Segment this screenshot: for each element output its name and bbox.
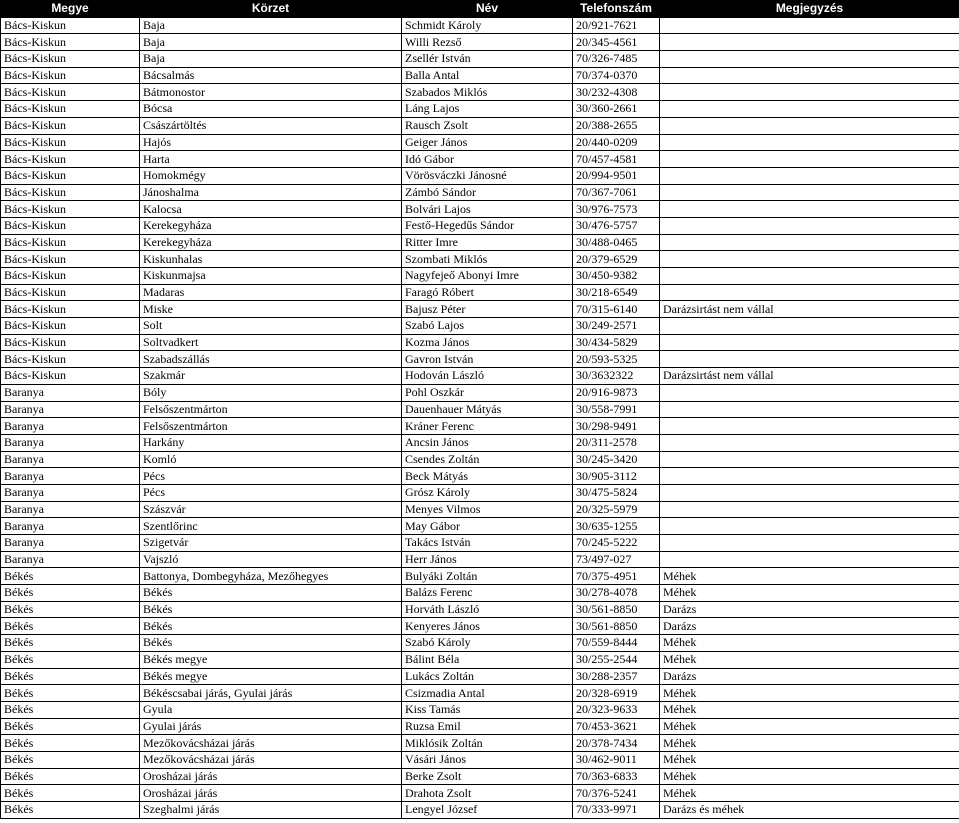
table-row — [1, 351, 959, 368]
cell-korzet: Békés — [140, 635, 402, 652]
cell-telefonszam: 30/976-7573 — [573, 201, 660, 218]
cell-megjegyzes — [660, 384, 959, 401]
cell-telefonszam: 30/278-4078 — [573, 585, 660, 602]
cell-megye: Bács-Kiskun — [1, 17, 140, 34]
cell-megjegyzes — [660, 167, 959, 184]
cell-megjegyzes — [660, 284, 959, 301]
cell-korzet: Hajós — [140, 134, 402, 151]
cell-korzet: Orosházai járás — [140, 785, 402, 802]
cell-korzet: Baja — [140, 17, 402, 34]
cell-nev: Berke Zsolt — [402, 768, 573, 785]
cell-megjegyzes — [660, 434, 959, 451]
cell-korzet: Komló — [140, 451, 402, 468]
table-row — [1, 418, 959, 435]
cell-korzet: Baja — [140, 34, 402, 51]
cell-megjegyzes: Darázsirtást nem vállal — [660, 301, 959, 318]
cell-telefonszam: 30/218-6549 — [573, 284, 660, 301]
cell-megjegyzes: Darázs — [660, 601, 959, 618]
cell-nev: Menyes Vilmos — [402, 501, 573, 518]
table-row — [1, 167, 959, 184]
cell-megye: Bács-Kiskun — [1, 167, 140, 184]
cell-megjegyzes — [660, 535, 959, 552]
cell-nev: Szombati Miklós — [402, 251, 573, 268]
cell-telefonszam: 30/249-2571 — [573, 318, 660, 335]
cell-telefonszam: 30/905-3112 — [573, 468, 660, 485]
table-row — [1, 151, 959, 168]
table-row — [1, 535, 959, 552]
cell-nev: Miklósik Zoltán — [402, 735, 573, 752]
cell-korzet: Harta — [140, 151, 402, 168]
table-row — [1, 685, 959, 702]
cell-megjegyzes: Darázs és méhek — [660, 802, 959, 819]
cell-nev: Bolvári Lajos — [402, 201, 573, 218]
cell-megjegyzes — [660, 484, 959, 501]
cell-megjegyzes — [660, 184, 959, 201]
table-row — [1, 651, 959, 668]
cell-megjegyzes: Méhek — [660, 735, 959, 752]
cell-megye: Baranya — [1, 535, 140, 552]
cell-nev: Gavron István — [402, 351, 573, 368]
cell-korzet: Felsőszentmárton — [140, 418, 402, 435]
table-body — [1, 17, 959, 818]
cell-nev: Willi Rezső — [402, 34, 573, 51]
cell-korzet: Szászvár — [140, 501, 402, 518]
cell-telefonszam: 20/388-2655 — [573, 117, 660, 134]
cell-korzet: Bóly — [140, 384, 402, 401]
cell-megjegyzes — [660, 501, 959, 518]
cell-megjegyzes — [660, 201, 959, 218]
cell-korzet: Gyulai járás — [140, 718, 402, 735]
cell-megye: Békés — [1, 718, 140, 735]
cell-nev: Grósz Károly — [402, 484, 573, 501]
table-row — [1, 735, 959, 752]
cell-telefonszam: 20/994-9501 — [573, 167, 660, 184]
cell-megye: Baranya — [1, 451, 140, 468]
cell-telefonszam: 30/298-9491 — [573, 418, 660, 435]
cell-megye: Bács-Kiskun — [1, 201, 140, 218]
cell-telefonszam: 30/245-3420 — [573, 451, 660, 468]
cell-megjegyzes: Méhek — [660, 685, 959, 702]
cell-megye: Békés — [1, 585, 140, 602]
table-row — [1, 101, 959, 118]
cell-megye: Békés — [1, 568, 140, 585]
table-row — [1, 568, 959, 585]
table-row — [1, 301, 959, 318]
table-row — [1, 318, 959, 335]
cell-korzet: Bácsalmás — [140, 67, 402, 84]
cell-megjegyzes — [660, 451, 959, 468]
cell-megjegyzes — [660, 251, 959, 268]
cell-megye: Bács-Kiskun — [1, 151, 140, 168]
cell-telefonszam: 20/323-9633 — [573, 701, 660, 718]
cell-korzet: Szigetvár — [140, 535, 402, 552]
cell-nev: Lukács Zoltán — [402, 668, 573, 685]
cell-megye: Baranya — [1, 484, 140, 501]
table-row — [1, 518, 959, 535]
cell-megjegyzes: Darázsirtást nem vállal — [660, 368, 959, 385]
cell-megjegyzes — [660, 234, 959, 251]
cell-nev: Rausch Zsolt — [402, 117, 573, 134]
cell-nev: Drahota Zsolt — [402, 785, 573, 802]
cell-nev: May Gábor — [402, 518, 573, 535]
cell-telefonszam: 70/363-6833 — [573, 768, 660, 785]
cell-megye: Békés — [1, 668, 140, 685]
cell-nev: Zámbó Sándor — [402, 184, 573, 201]
cell-telefonszam: 30/360-2661 — [573, 101, 660, 118]
cell-telefonszam: 30/450-9382 — [573, 268, 660, 285]
cell-telefonszam: 70/376-5241 — [573, 785, 660, 802]
cell-megye: Békés — [1, 601, 140, 618]
cell-korzet: Bátmonostor — [140, 84, 402, 101]
cell-korzet: Felsőszentmárton — [140, 401, 402, 418]
table-row — [1, 751, 959, 768]
cell-korzet: Békés — [140, 585, 402, 602]
table-row — [1, 484, 959, 501]
cell-korzet: Pécs — [140, 468, 402, 485]
cell-megjegyzes — [660, 518, 959, 535]
cell-megye: Baranya — [1, 468, 140, 485]
cell-korzet: Harkány — [140, 434, 402, 451]
cell-megye: Békés — [1, 651, 140, 668]
cell-nev: Szabó Lajos — [402, 318, 573, 335]
cell-megye: Békés — [1, 751, 140, 768]
cell-megye: Bács-Kiskun — [1, 351, 140, 368]
cell-megjegyzes: Méhek — [660, 768, 959, 785]
table-row — [1, 134, 959, 151]
cell-telefonszam: 30/488-0465 — [573, 234, 660, 251]
header-megye: Megye — [1, 1, 140, 18]
cell-megye: Baranya — [1, 501, 140, 518]
cell-megye: Bács-Kiskun — [1, 117, 140, 134]
cell-telefonszam: 70/367-7061 — [573, 184, 660, 201]
cell-telefonszam: 30/635-1255 — [573, 518, 660, 535]
cell-telefonszam: 70/315-6140 — [573, 301, 660, 318]
cell-nev: Horváth László — [402, 601, 573, 618]
table-row — [1, 451, 959, 468]
cell-megye: Baranya — [1, 418, 140, 435]
cell-korzet: Mezőkovácsházai járás — [140, 751, 402, 768]
table-row — [1, 468, 959, 485]
cell-telefonszam: 70/457-4581 — [573, 151, 660, 168]
header-korzet: Körzet — [140, 1, 402, 18]
table-row — [1, 384, 959, 401]
cell-nev: Schmidt Károly — [402, 17, 573, 34]
cell-megjegyzes — [660, 551, 959, 568]
cell-nev: Dauenhauer Mátyás — [402, 401, 573, 418]
cell-nev: Bulyáki Zoltán — [402, 568, 573, 585]
cell-megjegyzes — [660, 51, 959, 68]
cell-telefonszam: 30/232-4308 — [573, 84, 660, 101]
cell-telefonszam: 30/462-9011 — [573, 751, 660, 768]
cell-megjegyzes — [660, 151, 959, 168]
table-row — [1, 217, 959, 234]
cell-nev: Ritter Imre — [402, 234, 573, 251]
cell-megye: Békés — [1, 635, 140, 652]
cell-telefonszam: 20/345-4561 — [573, 34, 660, 51]
cell-nev: Kiss Tamás — [402, 701, 573, 718]
cell-megjegyzes — [660, 134, 959, 151]
cell-nev: Balla Antal — [402, 67, 573, 84]
cell-megye: Békés — [1, 768, 140, 785]
cell-korzet: Szabadszállás — [140, 351, 402, 368]
cell-megye: Bács-Kiskun — [1, 318, 140, 335]
table-row — [1, 701, 959, 718]
cell-telefonszam: 70/559-8444 — [573, 635, 660, 652]
cell-korzet: Békés megye — [140, 668, 402, 685]
table-row — [1, 635, 959, 652]
cell-megye: Békés — [1, 701, 140, 718]
cell-korzet: Orosházai járás — [140, 768, 402, 785]
cell-telefonszam: 20/379-6529 — [573, 251, 660, 268]
cell-megjegyzes — [660, 401, 959, 418]
header-row — [1, 1, 959, 18]
cell-megjegyzes: Méhek — [660, 635, 959, 652]
cell-megye: Bács-Kiskun — [1, 184, 140, 201]
cell-megjegyzes: Méhek — [660, 751, 959, 768]
table-row — [1, 51, 959, 68]
cell-megjegyzes: Méhek — [660, 585, 959, 602]
cell-megye: Békés — [1, 735, 140, 752]
table-row — [1, 768, 959, 785]
cell-megjegyzes — [660, 351, 959, 368]
cell-megjegyzes — [660, 418, 959, 435]
cell-megye: Bács-Kiskun — [1, 217, 140, 234]
table-row — [1, 251, 959, 268]
cell-megye: Bács-Kiskun — [1, 251, 140, 268]
table-row — [1, 234, 959, 251]
cell-nev: Csendes Zoltán — [402, 451, 573, 468]
cell-korzet: Kalocsa — [140, 201, 402, 218]
cell-megye: Békés — [1, 802, 140, 819]
cell-megye: Bács-Kiskun — [1, 84, 140, 101]
cell-nev: Beck Mátyás — [402, 468, 573, 485]
cell-korzet: Miske — [140, 301, 402, 318]
table-row — [1, 184, 959, 201]
cell-nev: Vörösváczki Jánosné — [402, 167, 573, 184]
cell-telefonszam: 70/374-0370 — [573, 67, 660, 84]
cell-nev: Szabados Miklós — [402, 84, 573, 101]
cell-korzet: Baja — [140, 51, 402, 68]
table-row — [1, 17, 959, 34]
cell-megjegyzes — [660, 17, 959, 34]
cell-megye: Bács-Kiskun — [1, 34, 140, 51]
cell-megjegyzes — [660, 318, 959, 335]
table-row — [1, 785, 959, 802]
cell-megye: Bács-Kiskun — [1, 268, 140, 285]
cell-megjegyzes — [660, 334, 959, 351]
cell-nev: Kozma János — [402, 334, 573, 351]
cell-telefonszam: 20/916-9873 — [573, 384, 660, 401]
cell-megjegyzes: Méhek — [660, 718, 959, 735]
cell-telefonszam: 30/434-5829 — [573, 334, 660, 351]
cell-megjegyzes: Darázs — [660, 618, 959, 635]
cell-megye: Bács-Kiskun — [1, 334, 140, 351]
table-row — [1, 401, 959, 418]
table-row — [1, 501, 959, 518]
cell-korzet: Pécs — [140, 484, 402, 501]
cell-nev: Bajusz Péter — [402, 301, 573, 318]
cell-megjegyzes: Méhek — [660, 568, 959, 585]
cell-megye: Baranya — [1, 518, 140, 535]
cell-korzet: Battonya, Dombegyháza, Mezőhegyes — [140, 568, 402, 585]
cell-korzet: Soltvadkert — [140, 334, 402, 351]
table-row — [1, 668, 959, 685]
cell-korzet: Solt — [140, 318, 402, 335]
cell-megjegyzes — [660, 468, 959, 485]
cell-telefonszam: 30/3632322 — [573, 368, 660, 385]
table-row — [1, 718, 959, 735]
cell-megye: Békés — [1, 785, 140, 802]
cell-megye: Baranya — [1, 384, 140, 401]
cell-nev: Kráner Ferenc — [402, 418, 573, 435]
cell-megye: Békés — [1, 618, 140, 635]
cell-korzet: Jánoshalma — [140, 184, 402, 201]
cell-megjegyzes — [660, 117, 959, 134]
cell-telefonszam: 30/476-5757 — [573, 217, 660, 234]
cell-nev: Festő-Hegedűs Sándor — [402, 217, 573, 234]
cell-megye: Baranya — [1, 434, 140, 451]
cell-telefonszam: 20/440-0209 — [573, 134, 660, 151]
cell-megjegyzes: Méhek — [660, 785, 959, 802]
cell-nev: Idó Gábor — [402, 151, 573, 168]
cell-korzet: Szakmár — [140, 368, 402, 385]
cell-telefonszam: 20/325-5979 — [573, 501, 660, 518]
cell-telefonszam: 70/333-9971 — [573, 802, 660, 819]
cell-telefonszam: 20/593-5325 — [573, 351, 660, 368]
cell-korzet: Kiskunhalas — [140, 251, 402, 268]
cell-megye: Bács-Kiskun — [1, 51, 140, 68]
cell-nev: Balázs Ferenc — [402, 585, 573, 602]
cell-nev: Vásári János — [402, 751, 573, 768]
cell-korzet: Kiskunmajsa — [140, 268, 402, 285]
cell-megjegyzes: Méhek — [660, 651, 959, 668]
cell-nev: Nagyfejeő Abonyi Imre — [402, 268, 573, 285]
header-megjegyzes: Megjegyzés — [660, 1, 959, 18]
cell-nev: Szabó Károly — [402, 635, 573, 652]
table-row — [1, 117, 959, 134]
cell-nev: Geiger János — [402, 134, 573, 151]
cell-nev: Bálint Béla — [402, 651, 573, 668]
cell-megjegyzes: Méhek — [660, 701, 959, 718]
cell-telefonszam: 20/921-7621 — [573, 17, 660, 34]
header-telefonszam: Telefonszám — [573, 1, 660, 18]
table-row — [1, 334, 959, 351]
header-nev: Név — [402, 1, 573, 18]
cell-telefonszam: 70/245-5222 — [573, 535, 660, 552]
cell-korzet: Vajszló — [140, 551, 402, 568]
cell-korzet: Békéscsabai járás, Gyulai járás — [140, 685, 402, 702]
cell-telefonszam: 30/558-7991 — [573, 401, 660, 418]
cell-telefonszam: 20/328-6919 — [573, 685, 660, 702]
cell-telefonszam: 30/475-5824 — [573, 484, 660, 501]
cell-megye: Bács-Kiskun — [1, 284, 140, 301]
cell-nev: Lengyel József — [402, 802, 573, 819]
table-row — [1, 368, 959, 385]
cell-telefonszam: 20/378-7434 — [573, 735, 660, 752]
cell-megye: Bács-Kiskun — [1, 67, 140, 84]
table-row — [1, 601, 959, 618]
cell-nev: Pohl Oszkár — [402, 384, 573, 401]
table-row — [1, 268, 959, 285]
cell-telefonszam: 70/453-3621 — [573, 718, 660, 735]
cell-korzet: Bócsa — [140, 101, 402, 118]
cell-telefonszam: 70/375-4951 — [573, 568, 660, 585]
table-row — [1, 67, 959, 84]
cell-megye: Bács-Kiskun — [1, 101, 140, 118]
cell-korzet: Madaras — [140, 284, 402, 301]
cell-nev: Herr János — [402, 551, 573, 568]
cell-telefonszam: 20/311-2578 — [573, 434, 660, 451]
table-row — [1, 34, 959, 51]
table-row — [1, 434, 959, 451]
cell-korzet: Kerekegyháza — [140, 217, 402, 234]
cell-korzet: Szentlőrinc — [140, 518, 402, 535]
table-row — [1, 84, 959, 101]
cell-megye: Baranya — [1, 401, 140, 418]
table-row — [1, 201, 959, 218]
cell-telefonszam: 30/561-8850 — [573, 601, 660, 618]
cell-korzet: Császártöltés — [140, 117, 402, 134]
cell-nev: Takács István — [402, 535, 573, 552]
cell-nev: Kenyeres János — [402, 618, 573, 635]
cell-megye: Bács-Kiskun — [1, 368, 140, 385]
cell-korzet: Kerekegyháza — [140, 234, 402, 251]
cell-megye: Békés — [1, 685, 140, 702]
cell-megjegyzes — [660, 67, 959, 84]
cell-megjegyzes — [660, 217, 959, 234]
cell-nev: Csizmadia Antal — [402, 685, 573, 702]
cell-nev: Faragó Róbert — [402, 284, 573, 301]
cell-megjegyzes — [660, 84, 959, 101]
cell-megjegyzes — [660, 101, 959, 118]
cell-korzet: Békés — [140, 618, 402, 635]
table-row — [1, 284, 959, 301]
cell-nev: Zsellér István — [402, 51, 573, 68]
cell-telefonszam: 70/326-7485 — [573, 51, 660, 68]
cell-megjegyzes — [660, 34, 959, 51]
cell-korzet: Gyula — [140, 701, 402, 718]
cell-korzet: Homokmégy — [140, 167, 402, 184]
cell-telefonszam: 30/255-2544 — [573, 651, 660, 668]
cell-megye: Bács-Kiskun — [1, 234, 140, 251]
cell-korzet: Békés — [140, 601, 402, 618]
cell-megye: Bács-Kiskun — [1, 134, 140, 151]
cell-nev: Láng Lajos — [402, 101, 573, 118]
cell-korzet: Szeghalmi járás — [140, 802, 402, 819]
cell-korzet: Mezőkovácsházai járás — [140, 735, 402, 752]
cell-nev: Hodován László — [402, 368, 573, 385]
cell-telefonszam: 30/288-2357 — [573, 668, 660, 685]
table-row — [1, 551, 959, 568]
cell-megye: Bács-Kiskun — [1, 301, 140, 318]
table-row — [1, 618, 959, 635]
cell-telefonszam: 30/561-8850 — [573, 618, 660, 635]
cell-korzet: Békés megye — [140, 651, 402, 668]
table-row — [1, 802, 959, 819]
cell-megjegyzes: Darázs — [660, 668, 959, 685]
table-row — [1, 585, 959, 602]
cell-nev: Ruzsa Emil — [402, 718, 573, 735]
cell-nev: Ancsin János — [402, 434, 573, 451]
cell-megjegyzes — [660, 268, 959, 285]
cell-megye: Baranya — [1, 551, 140, 568]
cell-telefonszam: 73/497-027 — [573, 551, 660, 568]
